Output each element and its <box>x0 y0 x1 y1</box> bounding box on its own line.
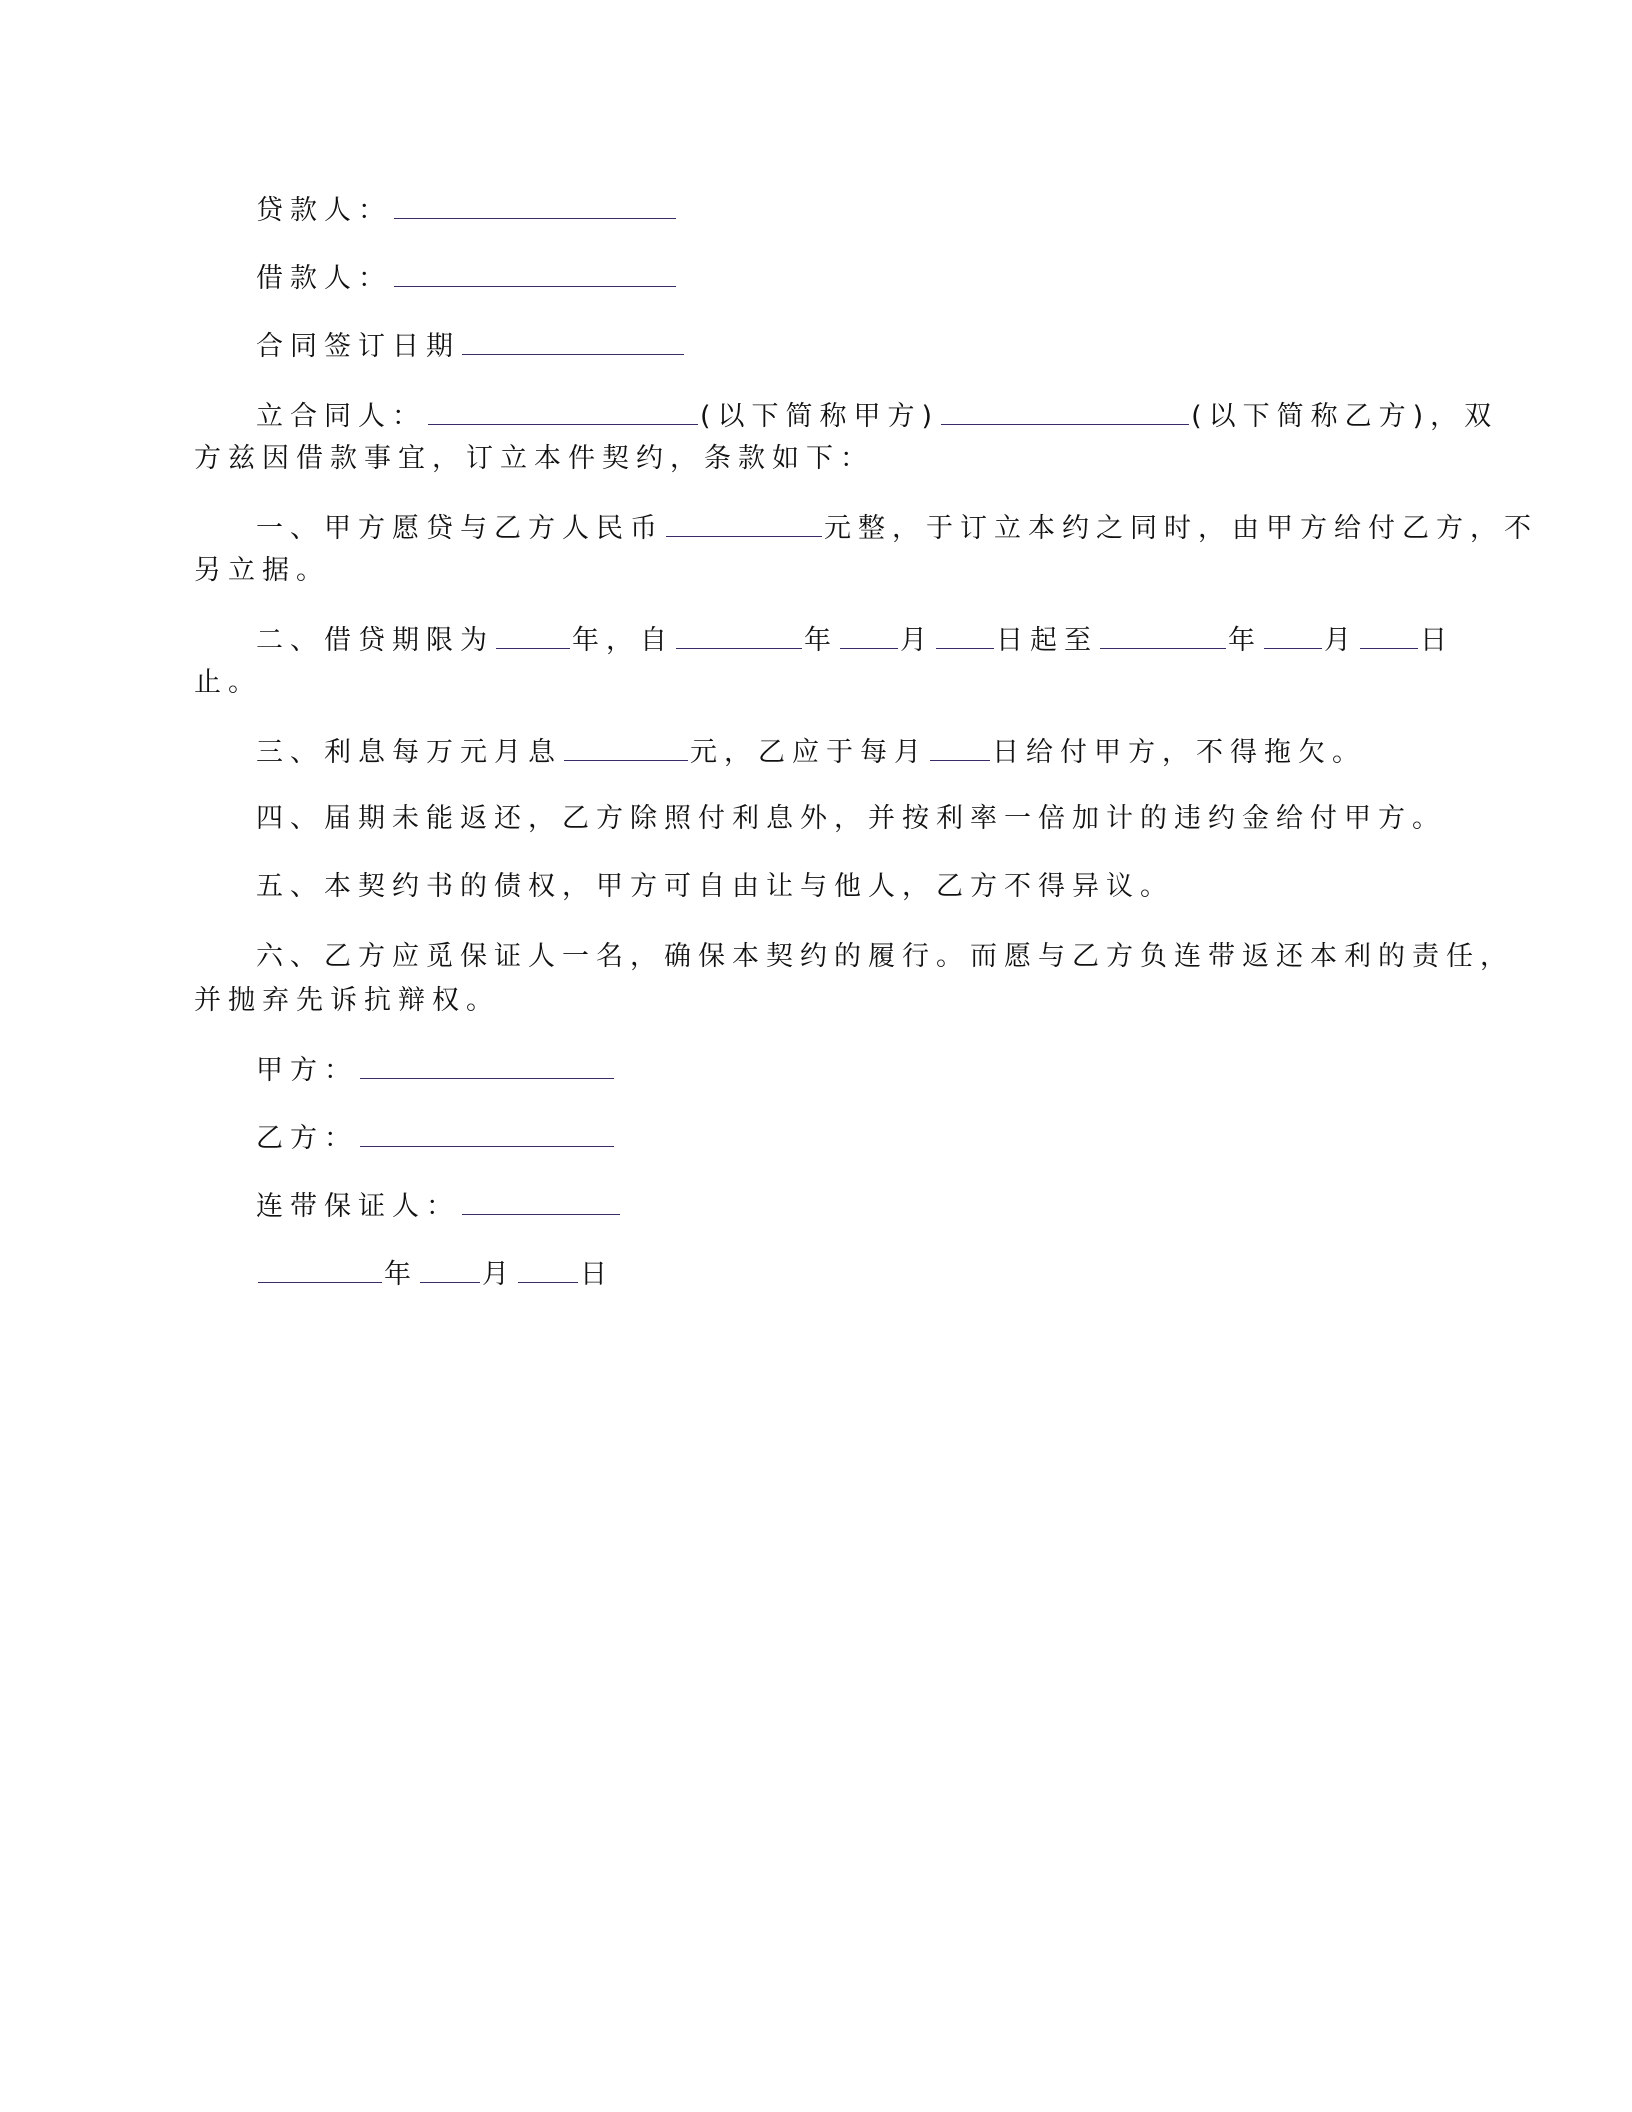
borrower-line <box>256 260 678 296</box>
clause-2 <box>256 622 1454 658</box>
clause-2-m1: 月 <box>900 625 934 656</box>
start-year-blank[interactable] <box>676 622 802 649</box>
end-month-blank[interactable] <box>1264 622 1322 649</box>
final-year-blank[interactable] <box>258 1256 382 1283</box>
party-a-sign-line <box>256 1052 616 1088</box>
start-day-blank[interactable] <box>936 622 994 649</box>
end-day-blank[interactable] <box>1360 622 1418 649</box>
guarantor-label: 连带保证人： <box>256 1191 460 1222</box>
guarantor-line <box>256 1188 622 1224</box>
lender-label: 贷款人： <box>256 195 392 226</box>
clause-2-d2: 日 <box>1420 625 1454 656</box>
clause-3 <box>256 734 1366 770</box>
party-b-name-blank[interactable] <box>941 398 1189 425</box>
final-day-label: 日 <box>580 1259 614 1290</box>
final-month-label: 月 <box>482 1259 516 1290</box>
party-a-sign-blank[interactable] <box>360 1052 614 1079</box>
parties-line <box>256 398 1498 434</box>
clause-1 <box>256 510 1538 546</box>
party-b-sign-label: 乙方： <box>256 1123 358 1154</box>
clause-6-line-2: 并抛弃先诉抗辩权。 <box>194 985 500 1016</box>
final-year-label: 年 <box>384 1259 418 1290</box>
party-b-sign-blank[interactable] <box>360 1120 614 1147</box>
guarantor-blank[interactable] <box>462 1188 620 1215</box>
parties-line-2: 方兹因借款事宜，订立本件契约，条款如下： <box>194 443 874 474</box>
borrower-blank[interactable] <box>394 260 676 287</box>
clause-1-prefix: 一、甲方愿贷与乙方人民币 <box>256 513 664 544</box>
clause-3-prefix: 三、利息每万元月息 <box>256 737 562 768</box>
sign-date-line <box>256 328 686 364</box>
final-day-blank[interactable] <box>518 1256 578 1283</box>
party-a-name-blank[interactable] <box>428 398 698 425</box>
final-date-line <box>256 1256 614 1292</box>
parties-label: 立合同人： <box>256 401 426 432</box>
clause-5: 五、本契约书的债权，甲方可自由让与他人，乙方不得异议。 <box>256 871 1174 902</box>
lender-line <box>256 192 678 228</box>
party-b-note: (以下简称乙方)，双 <box>1191 401 1499 432</box>
loan-term-blank[interactable] <box>496 622 570 649</box>
clause-4: 四、届期未能返还，乙方除照付利息外，并按利率一倍加计的违约金给付甲方。 <box>256 803 1446 834</box>
final-month-blank[interactable] <box>420 1256 480 1283</box>
clause-2-line-2: 止。 <box>194 667 262 698</box>
clause-3-suffix: 日给付甲方，不得拖欠。 <box>992 737 1366 768</box>
sign-date-blank[interactable] <box>462 328 684 355</box>
payment-day-blank[interactable] <box>930 734 990 761</box>
clause-2-d1: 日起至 <box>996 625 1098 656</box>
lender-blank[interactable] <box>394 192 676 219</box>
clause-2-y1: 年 <box>804 625 838 656</box>
clause-2-prefix: 二、借贷期限为 <box>256 625 494 656</box>
end-year-blank[interactable] <box>1100 622 1226 649</box>
borrower-label: 借款人： <box>256 263 392 294</box>
clause-2-y2: 年 <box>1228 625 1262 656</box>
clause-2-m2: 月 <box>1324 625 1358 656</box>
clause-2-year-from: 年，自 <box>572 625 674 656</box>
party-a-sign-label: 甲方： <box>256 1055 358 1086</box>
interest-blank[interactable] <box>564 734 688 761</box>
loan-amount-blank[interactable] <box>666 510 822 537</box>
party-b-sign-line <box>256 1120 616 1156</box>
clause-3-middle: 元，乙应于每月 <box>690 737 928 768</box>
start-month-blank[interactable] <box>840 622 898 649</box>
clause-1-suffix: 元整，于订立本约之同时，由甲方给付乙方，不 <box>824 513 1538 544</box>
clause-1-line-2: 另立据。 <box>194 555 330 586</box>
party-a-note: (以下简称甲方) <box>700 401 940 432</box>
sign-date-label: 合同签订日期 <box>256 331 460 362</box>
clause-6: 六、乙方应觅保证人一名，确保本契约的履行。而愿与乙方负连带返还本利的责任， <box>256 941 1514 972</box>
